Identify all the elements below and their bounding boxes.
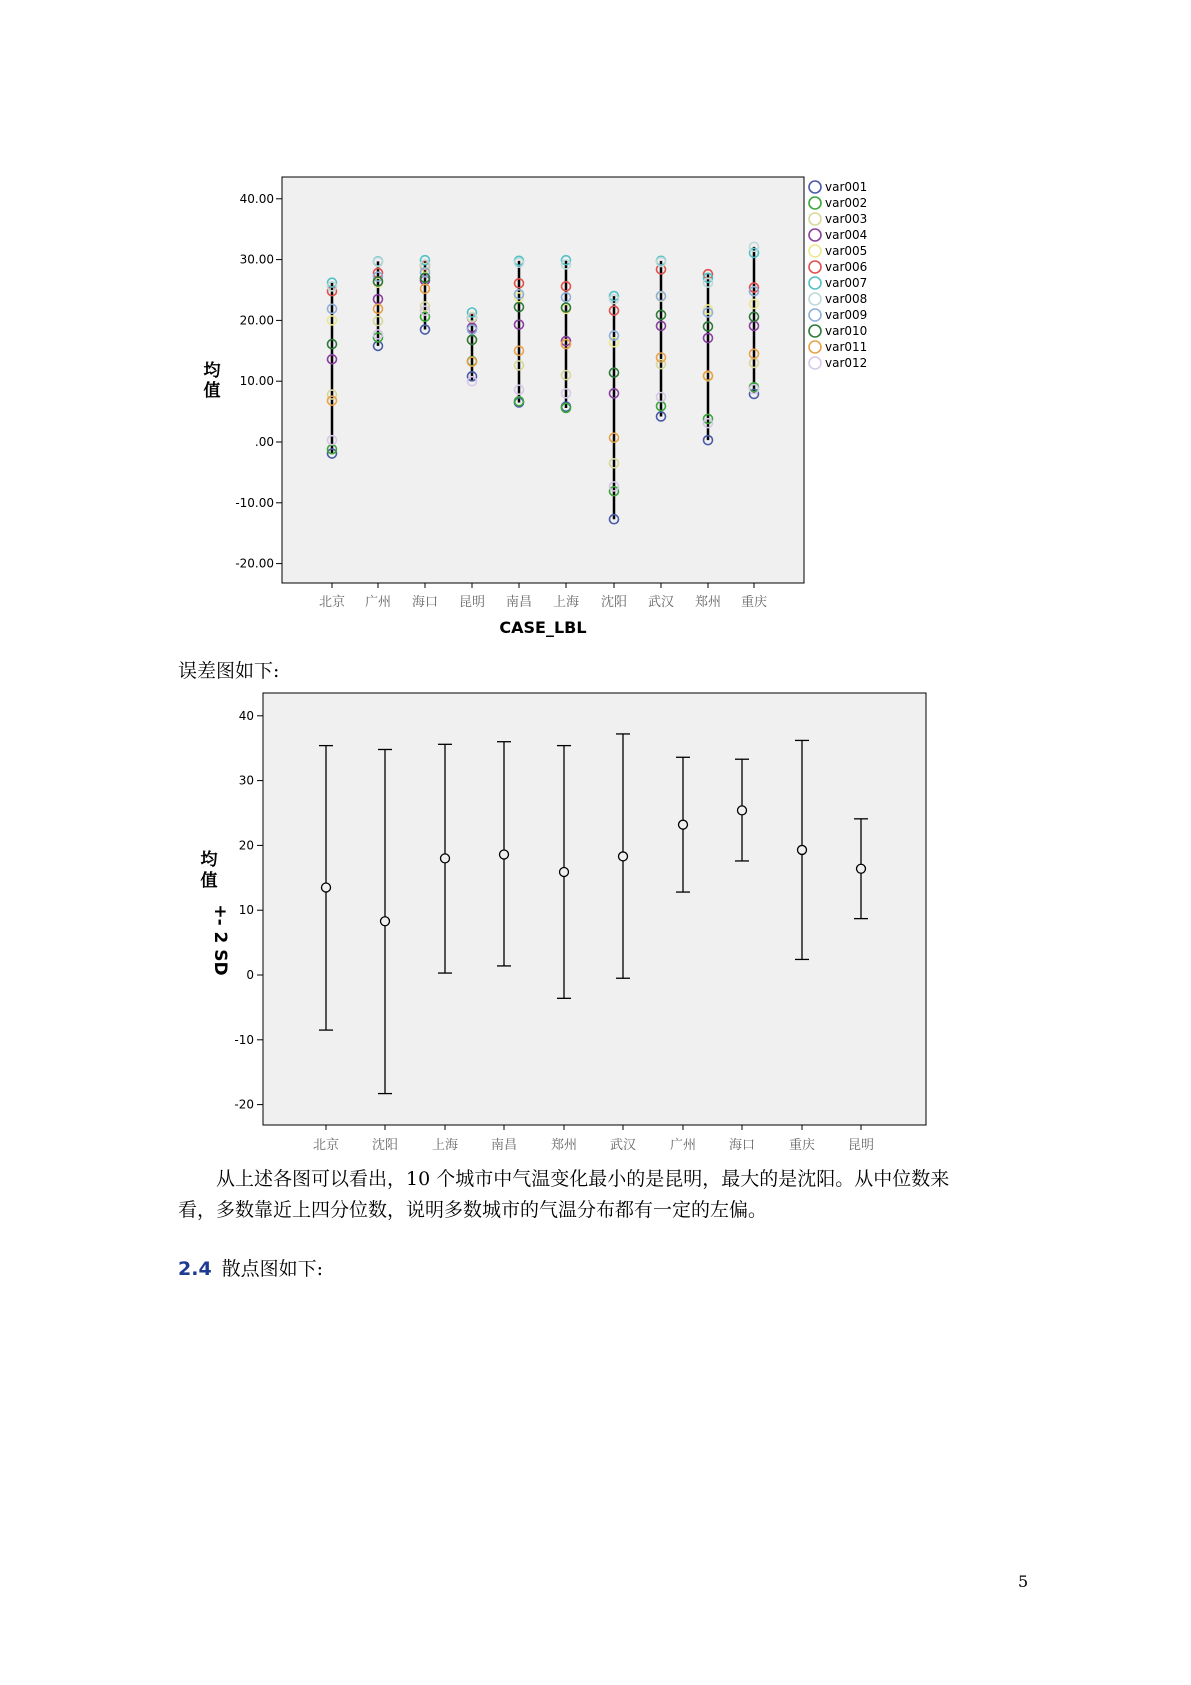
y-tick-label: 30 [238, 773, 254, 788]
y-tick-label: -20 [234, 1097, 254, 1112]
legend-label: var009 [825, 308, 868, 322]
section-title: 散点图如下: [221, 1258, 324, 1280]
legend-label: var006 [825, 260, 868, 274]
legend-label: var005 [825, 244, 868, 258]
y-axis-title-char: 值 [200, 871, 218, 891]
y-tick-label: -20.00 [235, 556, 274, 571]
x-tick-label: 武汉 [609, 1138, 637, 1153]
y-axis-title-char: 均 [200, 850, 218, 870]
y-tick-label: 40 [238, 708, 254, 723]
legend-label: var011 [825, 340, 868, 354]
x-tick-label: 广州 [364, 595, 392, 610]
x-tick-label: 北京 [318, 595, 346, 610]
mean-point [679, 820, 688, 829]
y-tick-label: 20.00 [239, 313, 274, 328]
y-tick-label: 0 [246, 968, 254, 982]
page-number: 5 [1018, 1572, 1029, 1591]
legend-label: var010 [825, 324, 868, 338]
x-tick-label: 郑州 [694, 595, 722, 610]
section-heading [178, 1254, 323, 1284]
x-tick-label: 沈阳 [371, 1138, 399, 1153]
x-tick-label: 南昌 [505, 595, 533, 610]
x-tick-label: 上海 [431, 1138, 459, 1153]
x-tick-label: 上海 [552, 595, 580, 610]
mean-point [857, 864, 866, 873]
y-tick-label: 10 [238, 903, 254, 918]
x-tick-label: 海口 [728, 1138, 756, 1153]
x-tick-label: 郑州 [550, 1138, 578, 1153]
y-axis-title-suffix: +- 2 SD [210, 904, 230, 976]
x-tick-label: 海口 [411, 595, 439, 610]
legend-label: var012 [825, 356, 868, 370]
x-axis-title: CASE_LBL [499, 618, 587, 637]
y-tick-label: 40.00 [239, 191, 274, 206]
mean-point [500, 850, 509, 859]
y-axis-title-char: 值 [203, 381, 221, 401]
x-tick-label: 昆明 [458, 595, 486, 610]
y-tick-label: 20 [238, 838, 254, 853]
legend-label: var004 [825, 228, 868, 242]
y-tick-label: -10.00 [235, 495, 274, 510]
y-tick-label: .00 [254, 435, 274, 449]
section-number: 2.4 [178, 1258, 212, 1280]
paragraph-line-1: 从上述各图可以看出，10 个城市中气温变化最小的是昆明，最大的是沈阳。从中位数来 [216, 1168, 950, 1190]
x-tick-label: 沈阳 [600, 595, 628, 610]
analysis-paragraph [178, 1164, 1038, 1226]
x-tick-label: 重庆 [740, 595, 768, 610]
x-tick-label: 武汉 [647, 595, 675, 610]
legend-label: var008 [825, 292, 868, 306]
x-tick-label: 重庆 [788, 1138, 816, 1153]
x-tick-label: 昆明 [847, 1138, 875, 1153]
legend-label: var001 [825, 180, 868, 194]
x-tick-label: 北京 [312, 1138, 340, 1153]
mean-point [619, 852, 628, 861]
y-tick-label: 30.00 [239, 252, 274, 267]
mean-point [738, 806, 747, 815]
legend-label: var003 [825, 212, 868, 226]
y-axis-title [201, 849, 219, 891]
mean-point [322, 883, 331, 892]
x-tick-label: 广州 [669, 1138, 697, 1153]
paragraph-line-2: 看，多数靠近上四分位数，说明多数城市的气温分布都有一定的左偏。 [178, 1199, 768, 1221]
mean-point [798, 845, 807, 854]
error-chart-caption: 误差图如下: [178, 660, 280, 682]
mean-point [441, 854, 450, 863]
legend-label: var002 [825, 196, 868, 210]
x-tick-label: 南昌 [490, 1138, 518, 1153]
legend-label: var007 [825, 276, 868, 290]
mean-point [560, 867, 569, 876]
y-tick-label: -10 [234, 1032, 254, 1047]
mean-point [381, 917, 390, 926]
y-axis-title-char: 均 [203, 361, 221, 381]
y-tick-label: 10.00 [239, 374, 274, 389]
plot-area [263, 693, 926, 1125]
